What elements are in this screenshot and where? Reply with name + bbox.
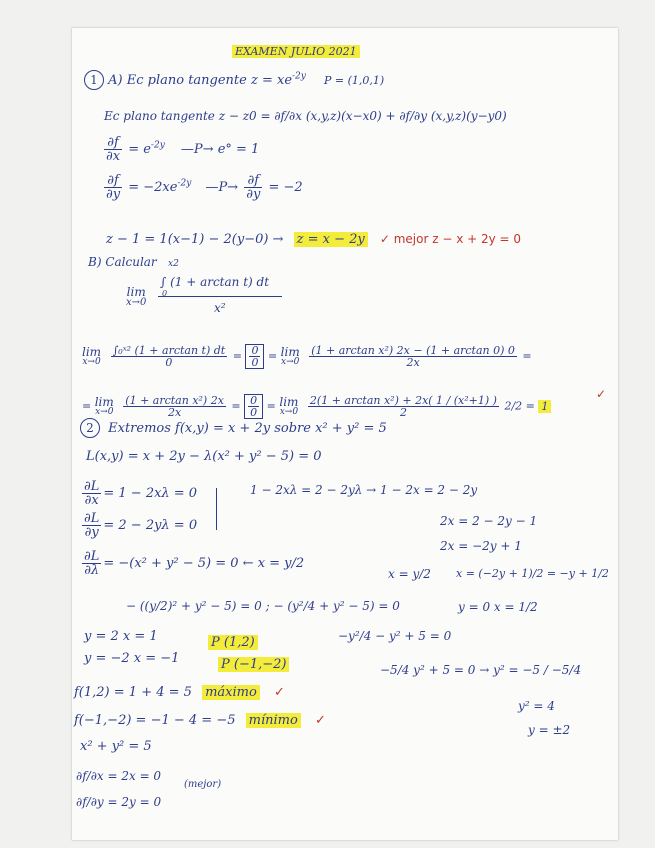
integral-upper: x2 <box>168 259 179 269</box>
middle-step-3: y² = 4 <box>518 699 555 713</box>
integral-expr: ∫ (1 + arctan t) dt <box>160 275 270 289</box>
note: (mejor) <box>184 779 222 790</box>
integral-lower: 0 <box>162 289 168 298</box>
right-step-2: 2x = 2 − 2y − 1 <box>440 514 538 528</box>
dL-dlambda: $\frac{\partial L}{\partial\lambda}$ = −(x² + y² − 5) = 0 ← x = y/2 <box>84 549 305 578</box>
substitution: − ((y/2)² + y² − 5) = 0 ; − (y²/4 + y² − 5) = 0 <box>126 599 400 613</box>
dfdx-line: $\frac{\partial f}{\partial x}$ = $e^{-2y}$ —P→ e° = 1 <box>106 135 260 164</box>
f-min: f(−1,−2) = −1 − 4 = −5 mínimo ✓ <box>74 713 326 728</box>
limit-label: lim x→0 <box>126 285 147 308</box>
dfdy-line: $\frac{\partial f}{\partial y}$ = $-2xe^{-2y}$ —P→ $\frac{\partial f}{\partial y}$ = −2 <box>106 173 303 202</box>
integral-denominator: x² <box>214 301 226 315</box>
lagrangian: L(x,y) = x + 2y − λ(x² + y² − 5) = 0 <box>86 449 322 464</box>
integral-fraction-bar <box>158 296 282 297</box>
middle-step-1: −y²/4 − y² + 5 = 0 <box>338 629 452 643</box>
limit-step-1: lim x→0 $\frac{\text{∫₀ˣ² (1 + arctan t) dt}}{0}$ = $\frac{0}{0}$ = lim x→0 $\frac{\text{(1 + arctan x²) 2x − (1 + arctan 0) 0}}{2x}$ = <box>82 344 532 369</box>
dL-dy: $\frac{\partial L}{\partial y}$ = 2 − 2yλ = 0 <box>84 511 198 540</box>
right-step-4a: x = y/2 <box>388 567 431 581</box>
checkmark: ✓ <box>596 387 607 401</box>
right-step-1: 1 − 2xλ = 2 − 2yλ → 1 − 2x = 2 − 2y <box>250 483 478 497</box>
exam-title: EXAMEN JULIO 2021 <box>232 46 360 57</box>
right-step-5: y = 0 x = 1/2 <box>458 600 538 614</box>
constraint: x² + y² = 5 <box>80 739 152 754</box>
part-b-title: B) Calcular <box>88 255 157 269</box>
problem-number: 1 <box>84 70 104 90</box>
plane-formula: Ec plano tangente z − z0 = ∂f/∂x (x,y,z)(x−x0) + ∂f/∂y (x,y,z)(y−y0) <box>104 109 507 123</box>
point-1: P (1,2) <box>208 636 258 649</box>
f-max: f(1,2) = 1 + 4 = 5 máximo ✓ <box>74 685 285 700</box>
problem-2-heading: 2 Extremos f(x,y) = x + 2y sobre x² + y² = 5 <box>80 418 387 438</box>
problem-number: 2 <box>80 418 100 438</box>
solution-2: y = −2 x = −1 <box>84 651 180 666</box>
plane-equation: z − 1 = 1(x−1) − 2(y−0) → z = x − 2y ✓ mejor z − x + 2y = 0 <box>106 232 522 247</box>
right-step-3: 2x = −2y + 1 <box>440 539 522 553</box>
middle-step-2: −5/4 y² + 5 = 0 → y² = −5 / −5/4 <box>380 663 582 677</box>
problem-1-heading: 1 A) Ec plano tangente $z = xe^{-2y}$ P = (1,0,1) <box>84 70 384 90</box>
system-brace <box>216 488 217 530</box>
point-2: P (−1,−2) <box>218 658 289 671</box>
limit-step-2: = lim x→0 $\frac{\text{(1 + arctan x²) 2x}}{2x}$ = $\frac{0}{0}$ = lim x→0 $\frac{\text{2(1 + arctan x²) + 2x( 1 / (x²+1) )}}{2}$ 2/2 = 1 <box>82 394 551 419</box>
right-step-4b: x = (−2y + 1)/2 = −y + 1/2 <box>456 567 609 580</box>
exam-page <box>72 28 618 840</box>
dL-dx: $\frac{\partial L}{\partial x}$ = 1 − 2xλ = 0 <box>84 479 198 508</box>
solution-1: y = 2 x = 1 <box>84 629 158 644</box>
partial-x: ∂f/∂x = 2x = 0 <box>76 769 162 783</box>
middle-step-4: y = ±2 <box>528 723 571 737</box>
partial-y: ∂f/∂y = 2y = 0 <box>76 795 162 809</box>
